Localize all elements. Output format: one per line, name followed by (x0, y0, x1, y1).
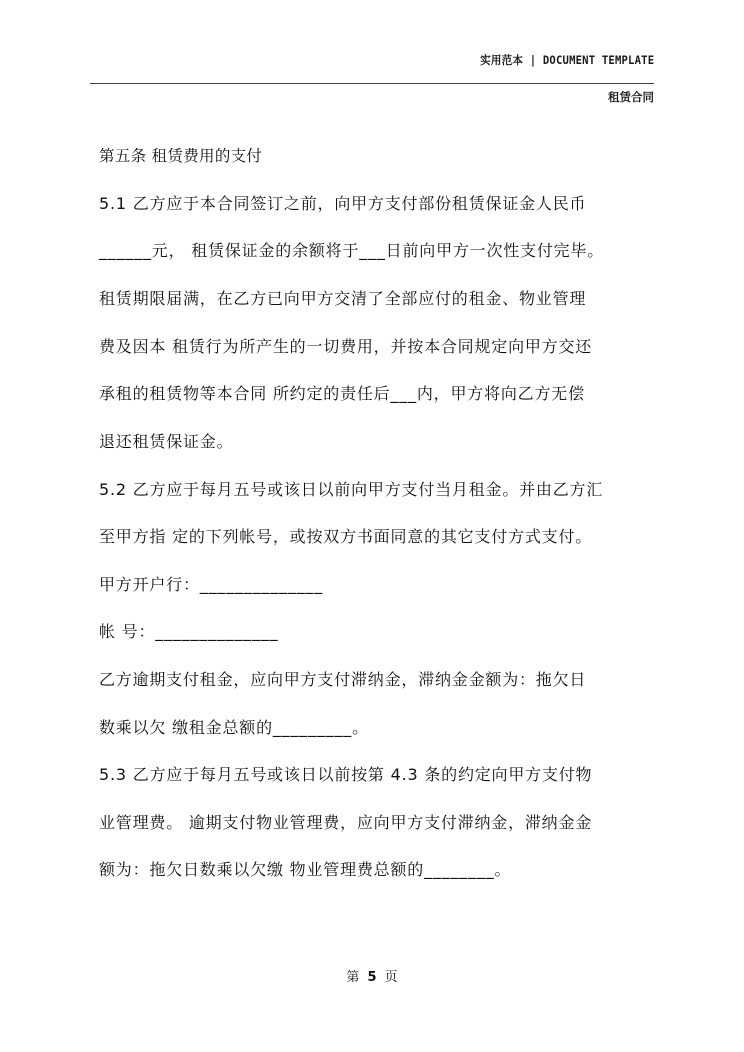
late-fee-line-1: 乙方逾期支付租金，应向甲方支付滞纳金，滞纳金金额为：拖欠日 (99, 670, 587, 689)
header-divider (90, 83, 654, 84)
clause-5-1-line-5: 承租的租赁物等本合同 所约定的责任后___内，甲方将向乙方无偿 (99, 384, 585, 403)
clause-5-3-line-2: 业管理费。 逾期支付物业管理费，应向甲方支付滞纳金，滞纳金金 (99, 813, 593, 832)
clause-5-1-line-1: 5.1 乙方应于本合同签订之前，向甲方支付部份租赁保证金人民币 (99, 194, 587, 213)
clause-5-1-line-2: ______元， 租赁保证金的余额将于___日前向甲方一次性支付完毕。 (99, 241, 605, 260)
article-heading: 第五条 租赁费用的支付 (99, 147, 263, 165)
clause-5-3-line-3: 额为：拖欠日数乘以欠缴 物业管理费总额的________。 (99, 860, 512, 879)
page-number (0, 966, 744, 985)
bank-name-field: 甲方开户行：______________ (99, 575, 323, 594)
clause-5-3-line-1: 5.3 乙方应于每月五号或该日以前按第 4.3 条的约定向甲方支付物 (99, 765, 593, 784)
clause-5-2-line-2: 至甲方指 定的下列帐号，或按双方书面同意的其它支付方式支付。 (99, 527, 593, 546)
account-number-field: 帐 号：______________ (99, 622, 279, 641)
clause-5-2-line-1: 5.2 乙方应于每月五号或该日以前向甲方支付当月租金。并由乙方汇 (99, 480, 604, 499)
clause-5-1-line-6: 退还租赁保证金。 (99, 432, 234, 451)
late-fee-line-2: 数乘以欠 缴租金总额的_________。 (99, 718, 369, 737)
page-number-value: 5 (367, 970, 377, 985)
clause-5-1-line-4: 费及因本 租赁行为所产生的一切费用，并按本合同规定向甲方交还 (99, 337, 593, 356)
page-number-suffix: 页 (384, 970, 398, 985)
document-type-label: 租赁合同 (608, 90, 654, 104)
clause-5-1-line-3: 租赁期限届满，在乙方已向甲方交清了全部应付的租金、物业管理 (99, 289, 587, 308)
page-number-prefix: 第 (346, 970, 360, 985)
header-title: 实用范本 | DOCUMENT TEMPLATE (479, 53, 654, 67)
document-body (99, 146, 659, 880)
